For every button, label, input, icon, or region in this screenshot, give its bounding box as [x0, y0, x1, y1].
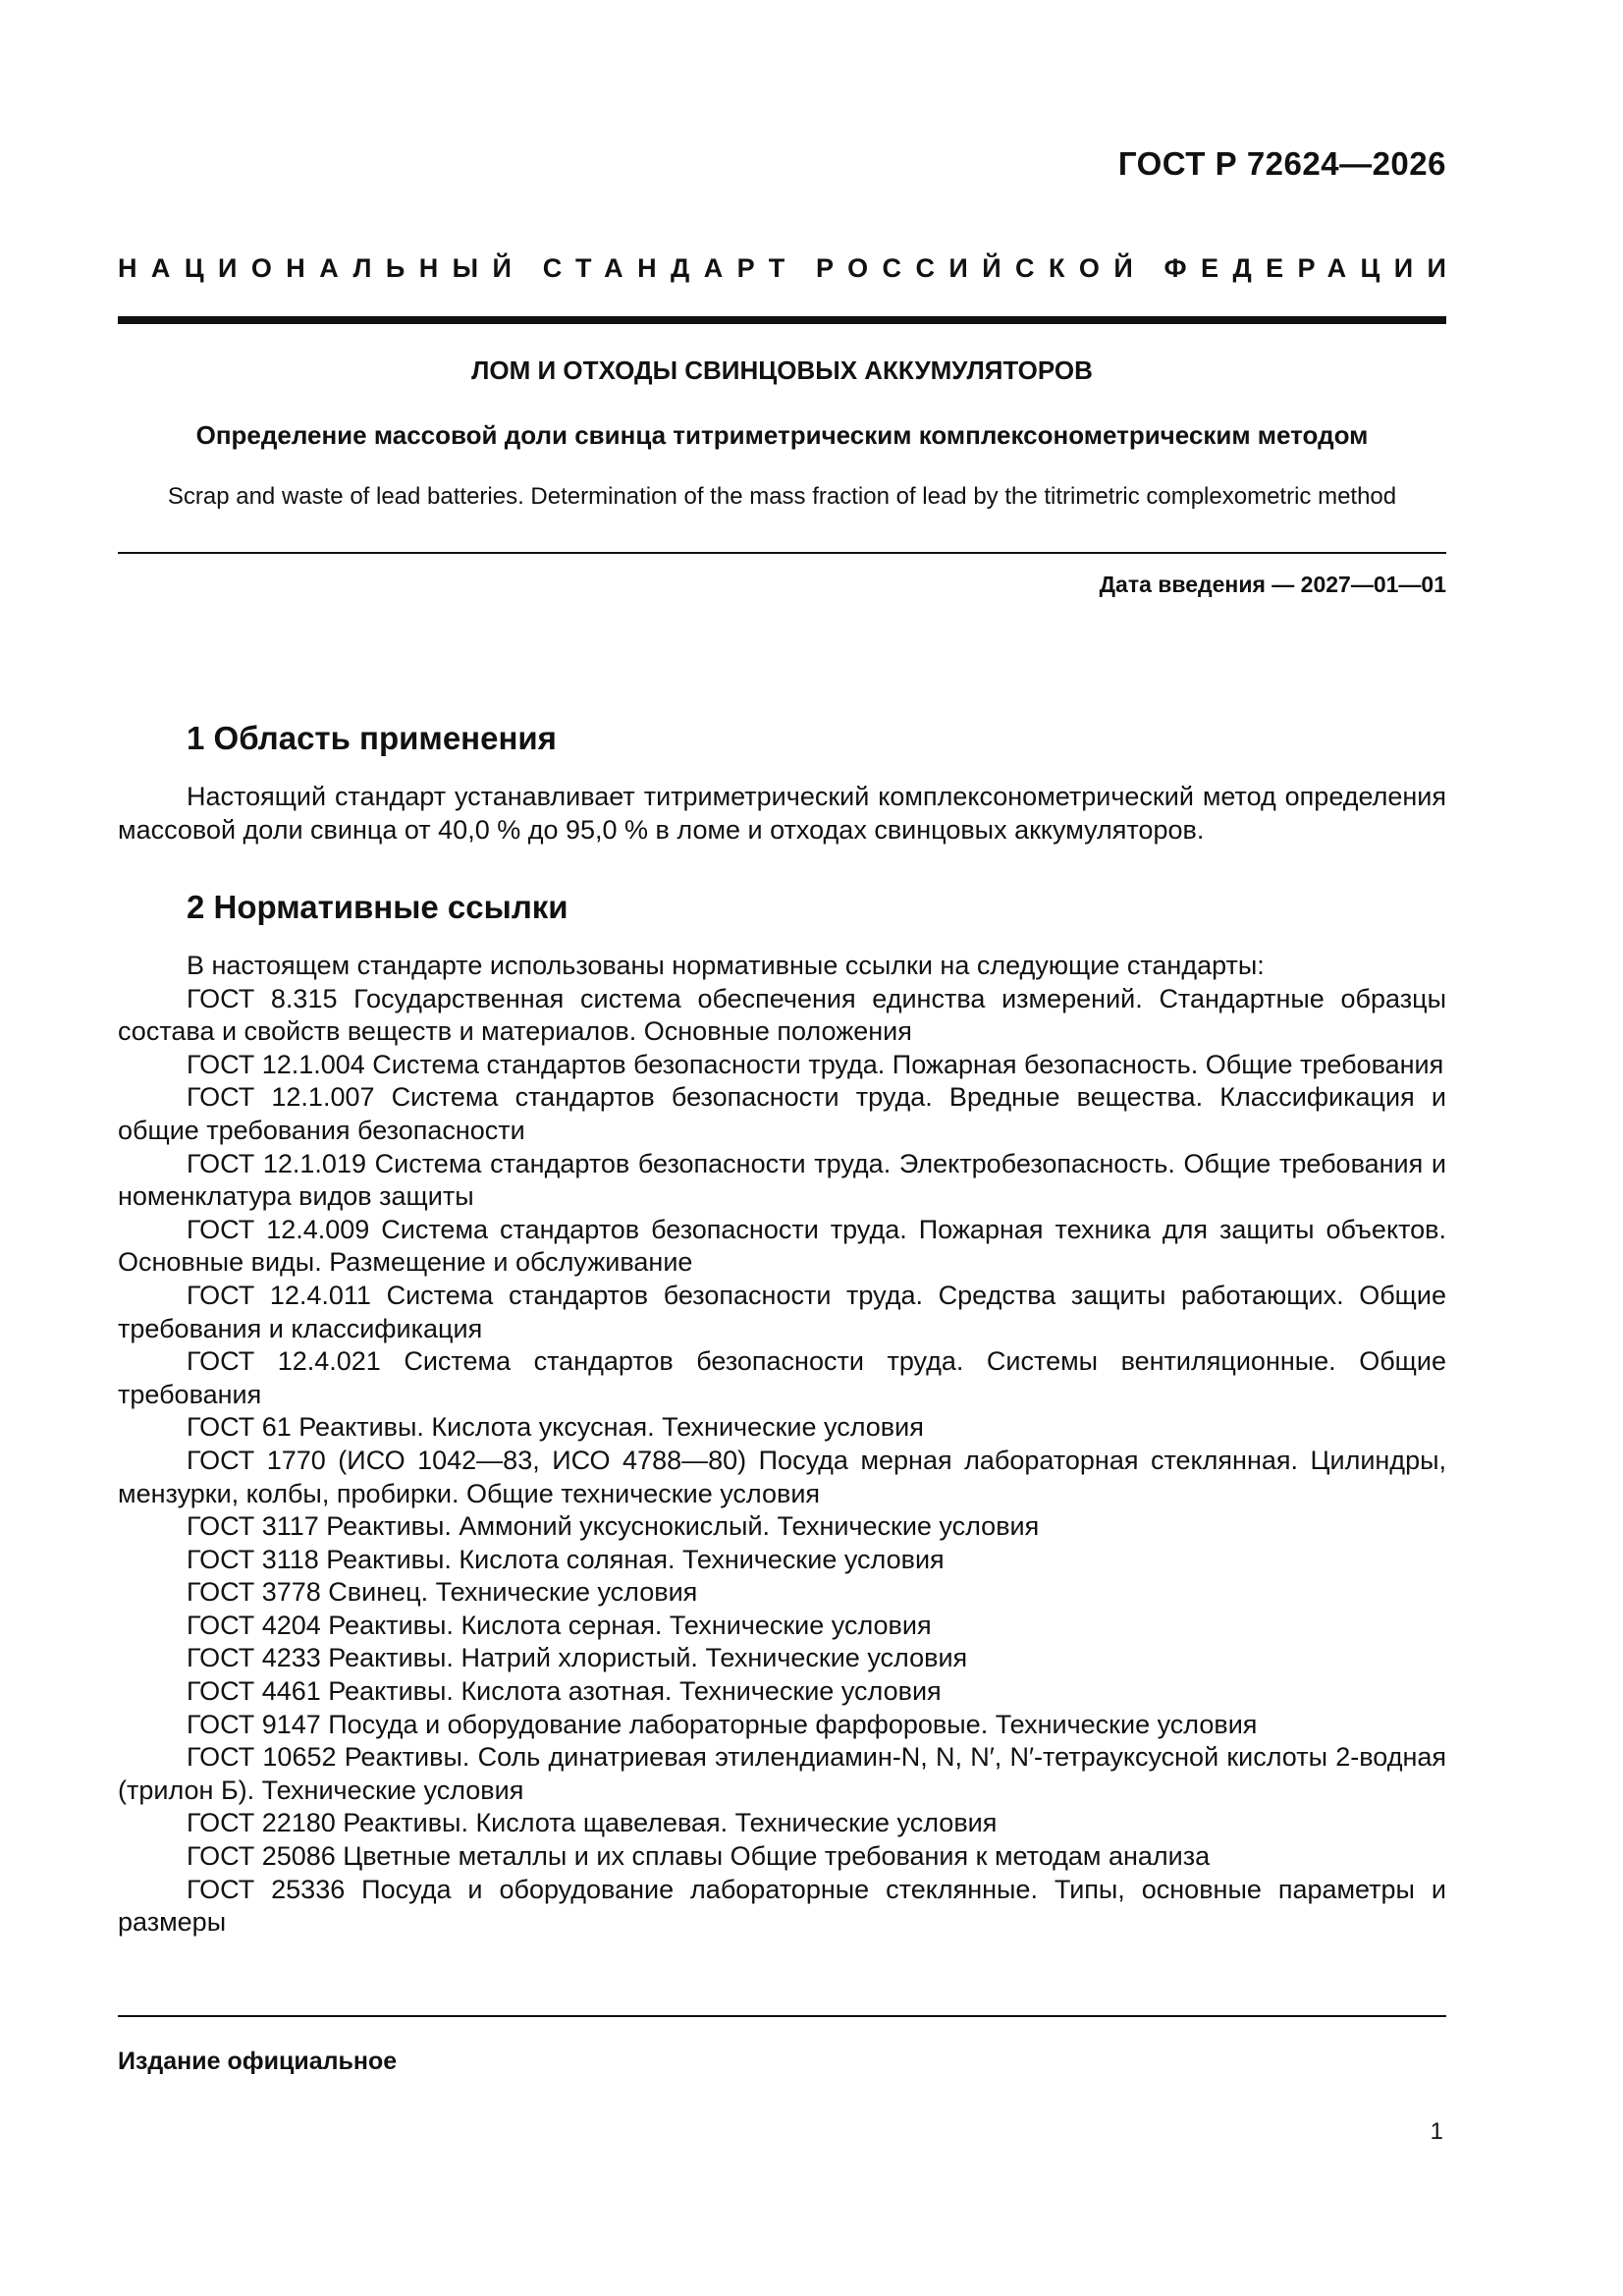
reference-item: ГОСТ 10652 Реактивы. Соль динатриевая этилендиамин-N, N, N′, N′-тетрауксусной кислоты 2-водная (трилон Б). Технические условия [118, 1742, 1446, 1805]
reference-item: ГОСТ 9147 Посуда и оборудование лабораторные фарфоровые. Технические условия [187, 1709, 1258, 1739]
national-standard-line [118, 253, 1461, 284]
reference-item: ГОСТ 25086 Цветные металлы и их сплавы Общие требования к методам анализа [187, 1841, 1211, 1872]
scope-paragraph: Настоящий стандарт устанавливает титриметрический комплексонометрический метод определения массовой доли свинца от 40,0 % до 95,0 % в ломе и отходах свинцовых аккумуляторов. [118, 782, 1446, 845]
header-rule [118, 316, 1446, 324]
reference-item: ГОСТ 4233 Реактивы. Натрий хлористый. Технические условия [187, 1643, 968, 1673]
reference-item: ГОСТ 4461 Реактивы. Кислота азотная. Технические условия [187, 1676, 942, 1707]
reference-item: ГОСТ 25336 Посуда и оборудование лабораторные стеклянные. Типы, основные параметры и размеры [118, 1874, 1446, 1938]
edition-label: Издание официальное [118, 2048, 398, 2075]
reference-item: ГОСТ 12.1.019 Система стандартов безопасности труда. Электробезопасность. Общие требования и номенклатура видов защиты [118, 1148, 1446, 1212]
document-title: ЛОМ И ОТХОДЫ СВИНЦОВЫХ АККУМУЛЯТОРОВ [471, 355, 1093, 385]
title-rule [118, 552, 1446, 554]
reference-item: ГОСТ 12.1.007 Система стандартов безопасности труда. Вредные вещества. Классификация и общие требования безопасности [118, 1082, 1446, 1145]
document-subtitle: Определение массовой доли свинца титриметрическим комплексонометрическим методом [195, 420, 1369, 450]
national-word: ФЕДЕРАЦИИ [1163, 253, 1461, 283]
reference-item: ГОСТ 3118 Реактивы. Кислота соляная. Технические условия [187, 1544, 945, 1574]
introduction-date: Дата введения — 2027—01—01 [1099, 572, 1446, 597]
reference-item: ГОСТ 12.1.004 Система стандартов безопасности труда. Пожарная безопасность. Общие требования [187, 1049, 1444, 1079]
reference-item: ГОСТ 4204 Реактивы. Кислота серная. Технические условия [187, 1610, 932, 1640]
national-word: СТАНДАРТ [542, 253, 799, 283]
english-title: Scrap and waste of lead batteries. Determination of the mass fraction of lead by the titrimetric complexometric method [167, 483, 1397, 510]
reference-item: ГОСТ 12.4.011 Система стандартов безопасности труда. Средства защиты работающих. Общие требования и классификация [118, 1280, 1446, 1343]
reference-item: ГОСТ 3778 Свинец. Технические условия [187, 1577, 698, 1608]
reference-item: ГОСТ 22180 Реактивы. Кислота щавелевая. Технические условия [187, 1808, 998, 1838]
section-references-body [118, 950, 1446, 1940]
reference-item: ГОСТ 8.315 Государственная система обеспечения единства измерений. Стандартные образцы состава и свойств веществ и материалов. Основные положения [118, 983, 1446, 1047]
references-intro: В настоящем стандарте использованы нормативные ссылки на следующие стандарты: [187, 951, 1265, 980]
reference-item: ГОСТ 12.4.021 Система стандартов безопасности труда. Системы вентиляционные. Общие требования [118, 1346, 1446, 1409]
references-list [118, 983, 1446, 1940]
section-scope-body [118, 781, 1446, 847]
section-heading-references: 2 Нормативные ссылки [187, 889, 568, 925]
reference-item: ГОСТ 61 Реактивы. Кислота уксусная. Технические условия [187, 1412, 924, 1443]
section-heading-scope: 1 Область применения [187, 720, 557, 756]
reference-item: ГОСТ 3117 Реактивы. Аммоний уксуснокислый. Технические условия [187, 1511, 1040, 1542]
footer-rule [118, 2015, 1446, 2017]
national-word: НАЦИОНАЛЬНЫЙ [118, 253, 526, 283]
page-number: 1 [1430, 2118, 1443, 2145]
national-word: РОССИЙСКОЙ [815, 253, 1148, 283]
gost-number: ГОСТ Р 72624—2026 [1117, 145, 1446, 182]
reference-item: ГОСТ 1770 (ИСО 1042—83, ИСО 4788—80) Посуда мерная лабораторная стеклянная. Цилиндры, мензурки, колбы, пробирки. Общие технические условия [118, 1445, 1446, 1508]
reference-item: ГОСТ 12.4.009 Система стандартов безопасности труда. Пожарная техника для защиты объектов. Основные виды. Размещение и обслуживание [118, 1214, 1446, 1278]
